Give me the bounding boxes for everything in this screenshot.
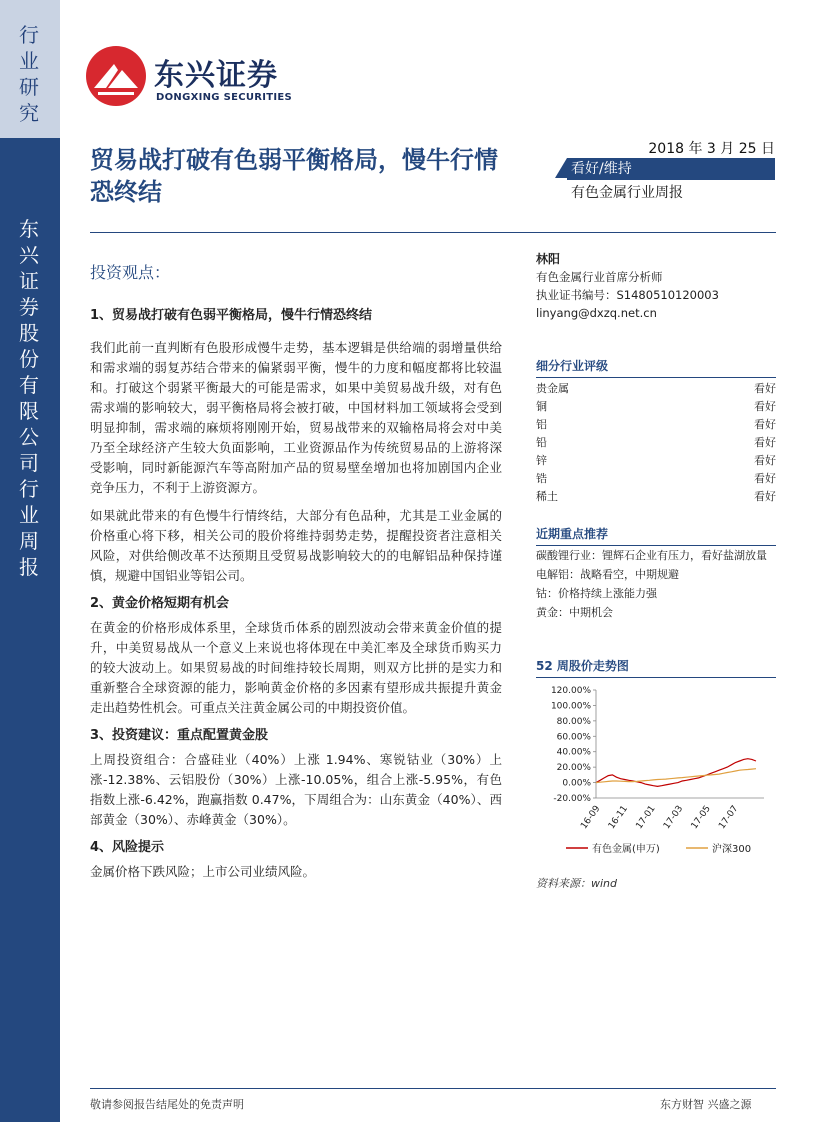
legend-label-0: 有色金属(申万) [592, 844, 660, 855]
section-1-paragraph-2: 如果就此带来的有色慢牛行情终结，大部分有色品种，尤其是工业金属的价格重心将下移，相关公司的股价将维持弱势走势，提醒投资者注意相关风险，对供给侧改革不达预期且受贸易战影响较大的的电解铝品种保持谨慎，规避中国铝业等铝公司。 [90, 508, 502, 583]
row-rating: 看好 [754, 418, 776, 431]
footer-disclaimer: 敬请参阅报告结尾处的免责声明 [90, 1098, 244, 1111]
row-name: 铜 [536, 400, 547, 413]
analyst-email[interactable]: linyang@dxzq.net.cn [536, 306, 657, 320]
section-3-paragraph-1: 上周投资组合：合盛硅业（40%）上涨 1.94%、寒锐钴业（30%）上涨-12.38%、云铝股份（30%）上涨-10.05%，组合上涨-5.95%，有色指数上涨-6.42%，跑赢指数 0.47%，下周组合为：山东黄金（40%）、西部黄金（30%）、赤峰黄金（30%）。 [90, 752, 502, 827]
section-1-heading: 1、贸易战打破有色弱平衡格局，慢牛行情恐终结 [90, 308, 373, 323]
chart-heading: 52 周股价走势图 [536, 657, 776, 678]
row-rating: 看好 [754, 436, 776, 449]
list-item: 黄金：中期机会 [536, 606, 613, 619]
table-row [536, 434, 776, 452]
price-trend-chart [536, 680, 776, 860]
y-tick-label: 0.00% [562, 778, 591, 789]
y-tick-label: 60.00% [556, 732, 591, 743]
recommend-list [536, 546, 776, 622]
y-tick-label: 120.00% [550, 686, 591, 696]
row-rating: 看好 [754, 454, 776, 467]
sidebar-bottom [0, 138, 60, 1122]
list-item: 电解铝：战略看空，中期规避 [536, 568, 679, 581]
table-row [536, 380, 776, 398]
row-rating: 看好 [754, 382, 776, 395]
rating-bar [567, 158, 775, 180]
x-tick-label: 17-07 [717, 803, 741, 832]
section-3-heading: 3、投资建议：重点配置黄金股 [90, 728, 269, 743]
row-name: 稀土 [536, 490, 558, 503]
footer-divider [90, 1088, 776, 1089]
report-type: 有色金属行业周报 [571, 185, 683, 201]
sidebar-top [0, 0, 60, 138]
rating-triangle-icon [555, 158, 567, 178]
analyst-name: 林阳 [536, 252, 561, 266]
section-2-paragraph-1: 在黄金的价格形成体系里，全球货币体系的剧烈波动会带来黄金价值的提升，中美贸易战从一个意义上来说也将体现在中美汇率及全球货币购买力的较大波动上。如果贸易战的时间维持较长周期，则双方比拼的是实力和重新整合全球资源的能力，影响黄金价格的多因素有望形成共振提升黄金走出趋势性机会。可重点关注黄金属公司的中期投资价值。 [90, 620, 502, 715]
table-row [536, 452, 776, 470]
header-divider [90, 232, 776, 233]
rating-table-heading: 细分行业评级 [536, 357, 776, 378]
y-tick-label: -20.00% [553, 794, 591, 804]
logo-cn-text: 东兴证券 [154, 58, 278, 93]
chart-source: 资料来源：wind [536, 877, 618, 890]
footer-slogan: 东方财智 兴盛之源 [660, 1098, 752, 1111]
logo-en-text: DONGXING SECURITIES [156, 92, 293, 103]
row-name: 铝 [536, 418, 547, 431]
list-item: 钴：价格持续上涨能力强 [536, 587, 657, 600]
sidebar-bottom-label: 东 兴 证 券 股 份 有 限 公 司 行 业 周 报 [19, 217, 39, 579]
section-2-heading: 2、黄金价格短期有机会 [90, 596, 230, 611]
x-tick-label: 17-03 [662, 803, 686, 832]
row-rating: 看好 [754, 490, 776, 503]
series-line-1 [596, 769, 756, 783]
report-header-box [567, 138, 775, 202]
x-tick-label: 16-11 [606, 803, 631, 832]
main-content [90, 300, 502, 890]
report-date: 2018 年 3 月 25 日 [648, 141, 775, 157]
row-rating: 看好 [754, 472, 776, 485]
rating-label: 看好/维持 [571, 161, 632, 177]
sidebar-top-label: 行 业 研 究 [19, 23, 39, 125]
section-4-heading: 4、风险提示 [90, 840, 165, 855]
table-row [536, 416, 776, 434]
analyst-info [536, 250, 776, 322]
x-tick-label: 17-05 [689, 803, 713, 832]
row-name: 锌 [536, 454, 547, 467]
recommend-heading: 近期重点推荐 [536, 525, 776, 546]
logo-mark-icon [84, 44, 148, 108]
table-row [536, 488, 776, 506]
row-rating: 看好 [754, 400, 776, 413]
row-name: 贵金属 [536, 382, 569, 395]
x-tick-label: 17-01 [634, 803, 658, 832]
y-tick-label: 20.00% [556, 763, 591, 774]
x-tick-label: 16-09 [579, 803, 603, 832]
y-tick-label: 40.00% [556, 747, 591, 758]
list-item: 碳酸锂行业：锂辉石企业有压力，看好盐湖放量 [536, 549, 767, 562]
y-tick-label: 80.00% [556, 716, 591, 727]
analyst-title: 有色金属行业首席分析师 [536, 270, 663, 284]
company-logo [84, 44, 324, 112]
report-title: 贸易战打破有色弱平衡格局，慢牛行情恐终结 [90, 146, 498, 206]
table-row [536, 470, 776, 488]
row-name: 铅 [536, 436, 547, 449]
rating-table [536, 380, 776, 506]
section-title: 投资观点： [90, 263, 171, 282]
row-name: 锆 [536, 472, 547, 485]
analyst-cert: 执业证书编号：S1480510120003 [536, 288, 719, 302]
section-4-paragraph-1: 金属价格下跌风险；上市公司业绩风险。 [90, 864, 316, 879]
series-line-0 [596, 759, 756, 787]
table-row [536, 398, 776, 416]
section-1-paragraph-1: 我们此前一直判断有色股形成慢牛走势，基本逻辑是供给端的弱增量供给和需求端的弱复苏结合带来的偏紧弱平衡，慢牛的力度和幅度都将比较温和。打破这个弱紧平衡最大的可能是需求，如果中美贸易战升级，对有色需求端的影响较大，弱平衡格局将会被打破，中国材料加工领域将会受到明显抑制，需求端的麻烦将刚刚开始，贸易战带来的双输格局将会对中美乃至全球经济产生较大负面影响，工业资源品作为传统贸易品的上游将深受影响，同时新能源汽车等高附加产品的贸易壁垒增加也将加剧国内企业竞争压力，不利于上游资源方。 [90, 340, 502, 495]
y-tick-label: 100.00% [550, 701, 591, 712]
legend-label-1: 沪深300 [712, 844, 752, 855]
